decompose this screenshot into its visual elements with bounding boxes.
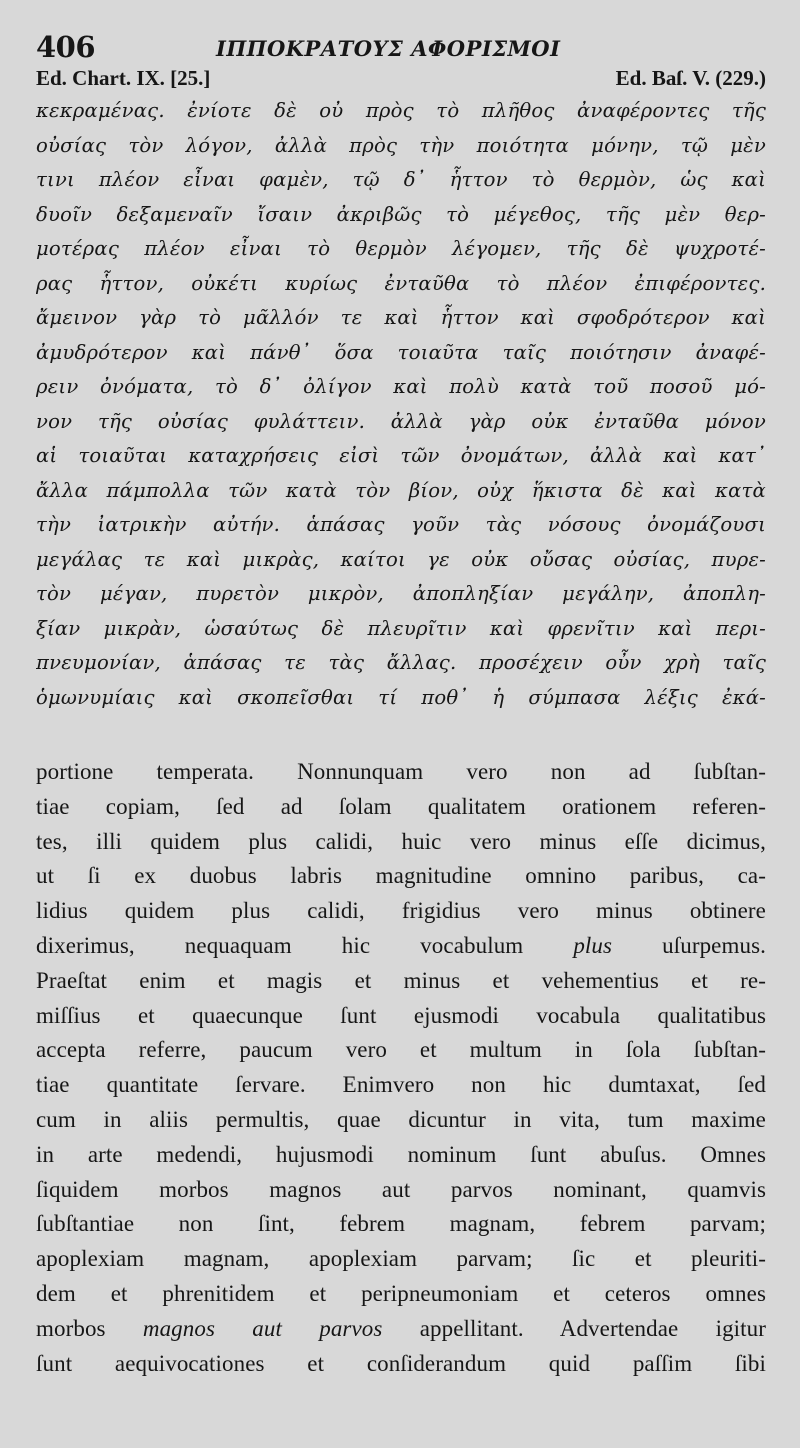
- latin-line: lidius quidem plus calidi, frigidius vero minus obtinere: [36, 898, 766, 924]
- greek-line: ξίαν μικρὰν, ὡσαύτως δὲ πλευρῖτιν καὶ φρενῖτιν καὶ περι-: [36, 616, 766, 640]
- greek-line: οὐσίας τὸν λόγον, ἀλλὰ πρὸς τὴν ποιότητα μόνην, τῷ μὲν: [36, 133, 766, 157]
- latin-line: tiae copiam, ſed ad ſolam qualitatem orationem referen-: [36, 793, 766, 819]
- greek-line: πνευμονίαν, ἁπάσας τε τὰς ἄλλας. προσέχειν οὖν χρὴ ταῖς: [36, 651, 766, 674]
- greek-line: τὴν ἰατρικὴν αὐτήν. ἁπάσας γοῦν τὰς νόσους ὀνομάζουσι: [36, 513, 766, 536]
- edition-right: Ed. Baſ. V. (229.): [615, 66, 766, 90]
- italic-term: magnos aut parvos: [142, 1315, 383, 1341]
- greek-line: ὁμωνυμίαις καὶ σκοπεῖσθαι τί ποθ᾽ ἡ σύμπασα λέξις ἐκά-: [36, 685, 766, 709]
- latin-line-segment: uſurpemus.: [662, 932, 766, 958]
- latin-line: apoplexiam magnam, apoplexiam parvam; ſic et pleuriti-: [36, 1246, 766, 1272]
- greek-line: μεγάλας τε καὶ μικρὰς, καίτοι γε οὐκ οὔσας οὐσίας, πυρε-: [36, 547, 766, 571]
- latin-text-block: [36, 755, 766, 1381]
- page-number: 406: [36, 30, 96, 64]
- edition-reference: [36, 66, 766, 92]
- running-title: ΙΠΠΟΚΡΑΤΟΥΣ ΑΦΟΡΙΣΜΟΙ: [216, 36, 561, 61]
- italic-term: plus: [573, 932, 613, 958]
- latin-line: tes, illi quidem plus calidi, huic vero minus eſſe dicimus,: [36, 828, 766, 854]
- latin-line: tiae quantitate ſervare. Enimvero non hic dumtaxat, ſed: [36, 1072, 766, 1098]
- latin-line: miſſius et quaecunque ſunt ejusmodi vocabula qualitatibus: [36, 1002, 766, 1028]
- greek-line: μοτέρας πλέον εἶναι τὸ θερμὸν λέγομεν, τῆς δὲ ψυχροτέ-: [36, 237, 766, 260]
- latin-line: Praeſtat enim et magis et minus et vehementius et re-: [36, 967, 766, 993]
- latin-line-segment: appellitant. Advertendae igitur: [419, 1315, 766, 1341]
- greek-line: τὸν μέγαν, πυρετὸν μικρὸν, ἀποπληξίαν μεγάλην, ἀποπλη-: [36, 582, 766, 605]
- page-header: [36, 22, 766, 62]
- latin-line: ſunt aequivocationes et conſiderandum quid paſſim ſibi: [36, 1350, 766, 1376]
- greek-line: ρειν ὀνόματα, τὸ δ᾽ ὀλίγον καὶ πολὺ κατὰ τοῦ ποσοῦ μό-: [36, 375, 766, 398]
- latin-line: ut ſi ex duobus labris magnitudine omnino paribus, ca-: [36, 863, 766, 889]
- edition-left: Ed. Chart. IX. [25.]: [36, 66, 211, 90]
- latin-line-with-italic: [36, 929, 766, 964]
- greek-line: τινι πλέον εἶναι φαμὲν, τῷ δ᾽ ἧττον τὸ θερμὸν, ὡς καὶ: [36, 168, 766, 191]
- latin-line: cum in aliis permultis, quae dicuntur in vita, tum maxime: [36, 1106, 766, 1132]
- latin-line-with-italic: [36, 1312, 766, 1347]
- greek-line: νον τῆς οὐσίας φυλάττειν. ἀλλὰ γὰρ οὐκ ἐνταῦθα μόνον: [36, 409, 766, 433]
- greek-line: ἄλλα πάμπολλα τῶν κατὰ τὸν βίον, οὐχ ἥκιστα δὲ καὶ κατὰ: [36, 478, 766, 502]
- greek-line: ἄμεινον γὰρ τὸ μᾶλλόν τε καὶ ἧττον καὶ σφοδρότερον καὶ: [36, 306, 766, 329]
- greek-line: αἱ τοιαῦται καταχρήσεις εἰσὶ τῶν ὀνομάτων, ἀλλὰ καὶ κατ᾽: [36, 444, 766, 467]
- greek-line: ἀμυδρότερον καὶ πάνθ᾽ ὅσα τοιαῦτα ταῖς ποιότησιν ἀναφέ-: [36, 340, 766, 364]
- latin-line: ſubſtantiae non ſint, febrem magnam, febrem parvam;: [36, 1211, 766, 1237]
- latin-line: portione temperata. Nonnunquam vero non ad ſubſtan-: [36, 759, 766, 784]
- latin-line: in arte medendi, hujusmodi nominum ſunt abuſus. Omnes: [36, 1141, 766, 1167]
- latin-line: accepta referre, paucum vero et multum in ſola ſubſtan-: [36, 1037, 766, 1063]
- greek-line: δυοῖν δεξαμεναῖν ἴσαιν ἀκριβῶς τὸ μέγεθος, τῆς μὲν θερ-: [36, 202, 766, 226]
- latin-line-segment: dixerimus, nequaquam hic vocabulum: [36, 932, 524, 958]
- latin-line: ſiquidem morbos magnos aut parvos nominant, quamvis: [36, 1176, 766, 1202]
- latin-line: dem et phrenitidem et peripneumoniam et ceteros omnes: [36, 1280, 766, 1306]
- greek-line: ρας ἧττον, οὐκέτι κυρίως ἐνταῦθα τὸ πλέον ἐπιφέροντες.: [36, 271, 766, 295]
- greek-text-block: [36, 94, 766, 715]
- greek-line: κεκραμένας. ἐνίοτε δὲ οὐ πρὸς τὸ πλῆθος ἀναφέροντες τῆς: [36, 99, 766, 122]
- latin-line-segment: morbos: [36, 1315, 106, 1341]
